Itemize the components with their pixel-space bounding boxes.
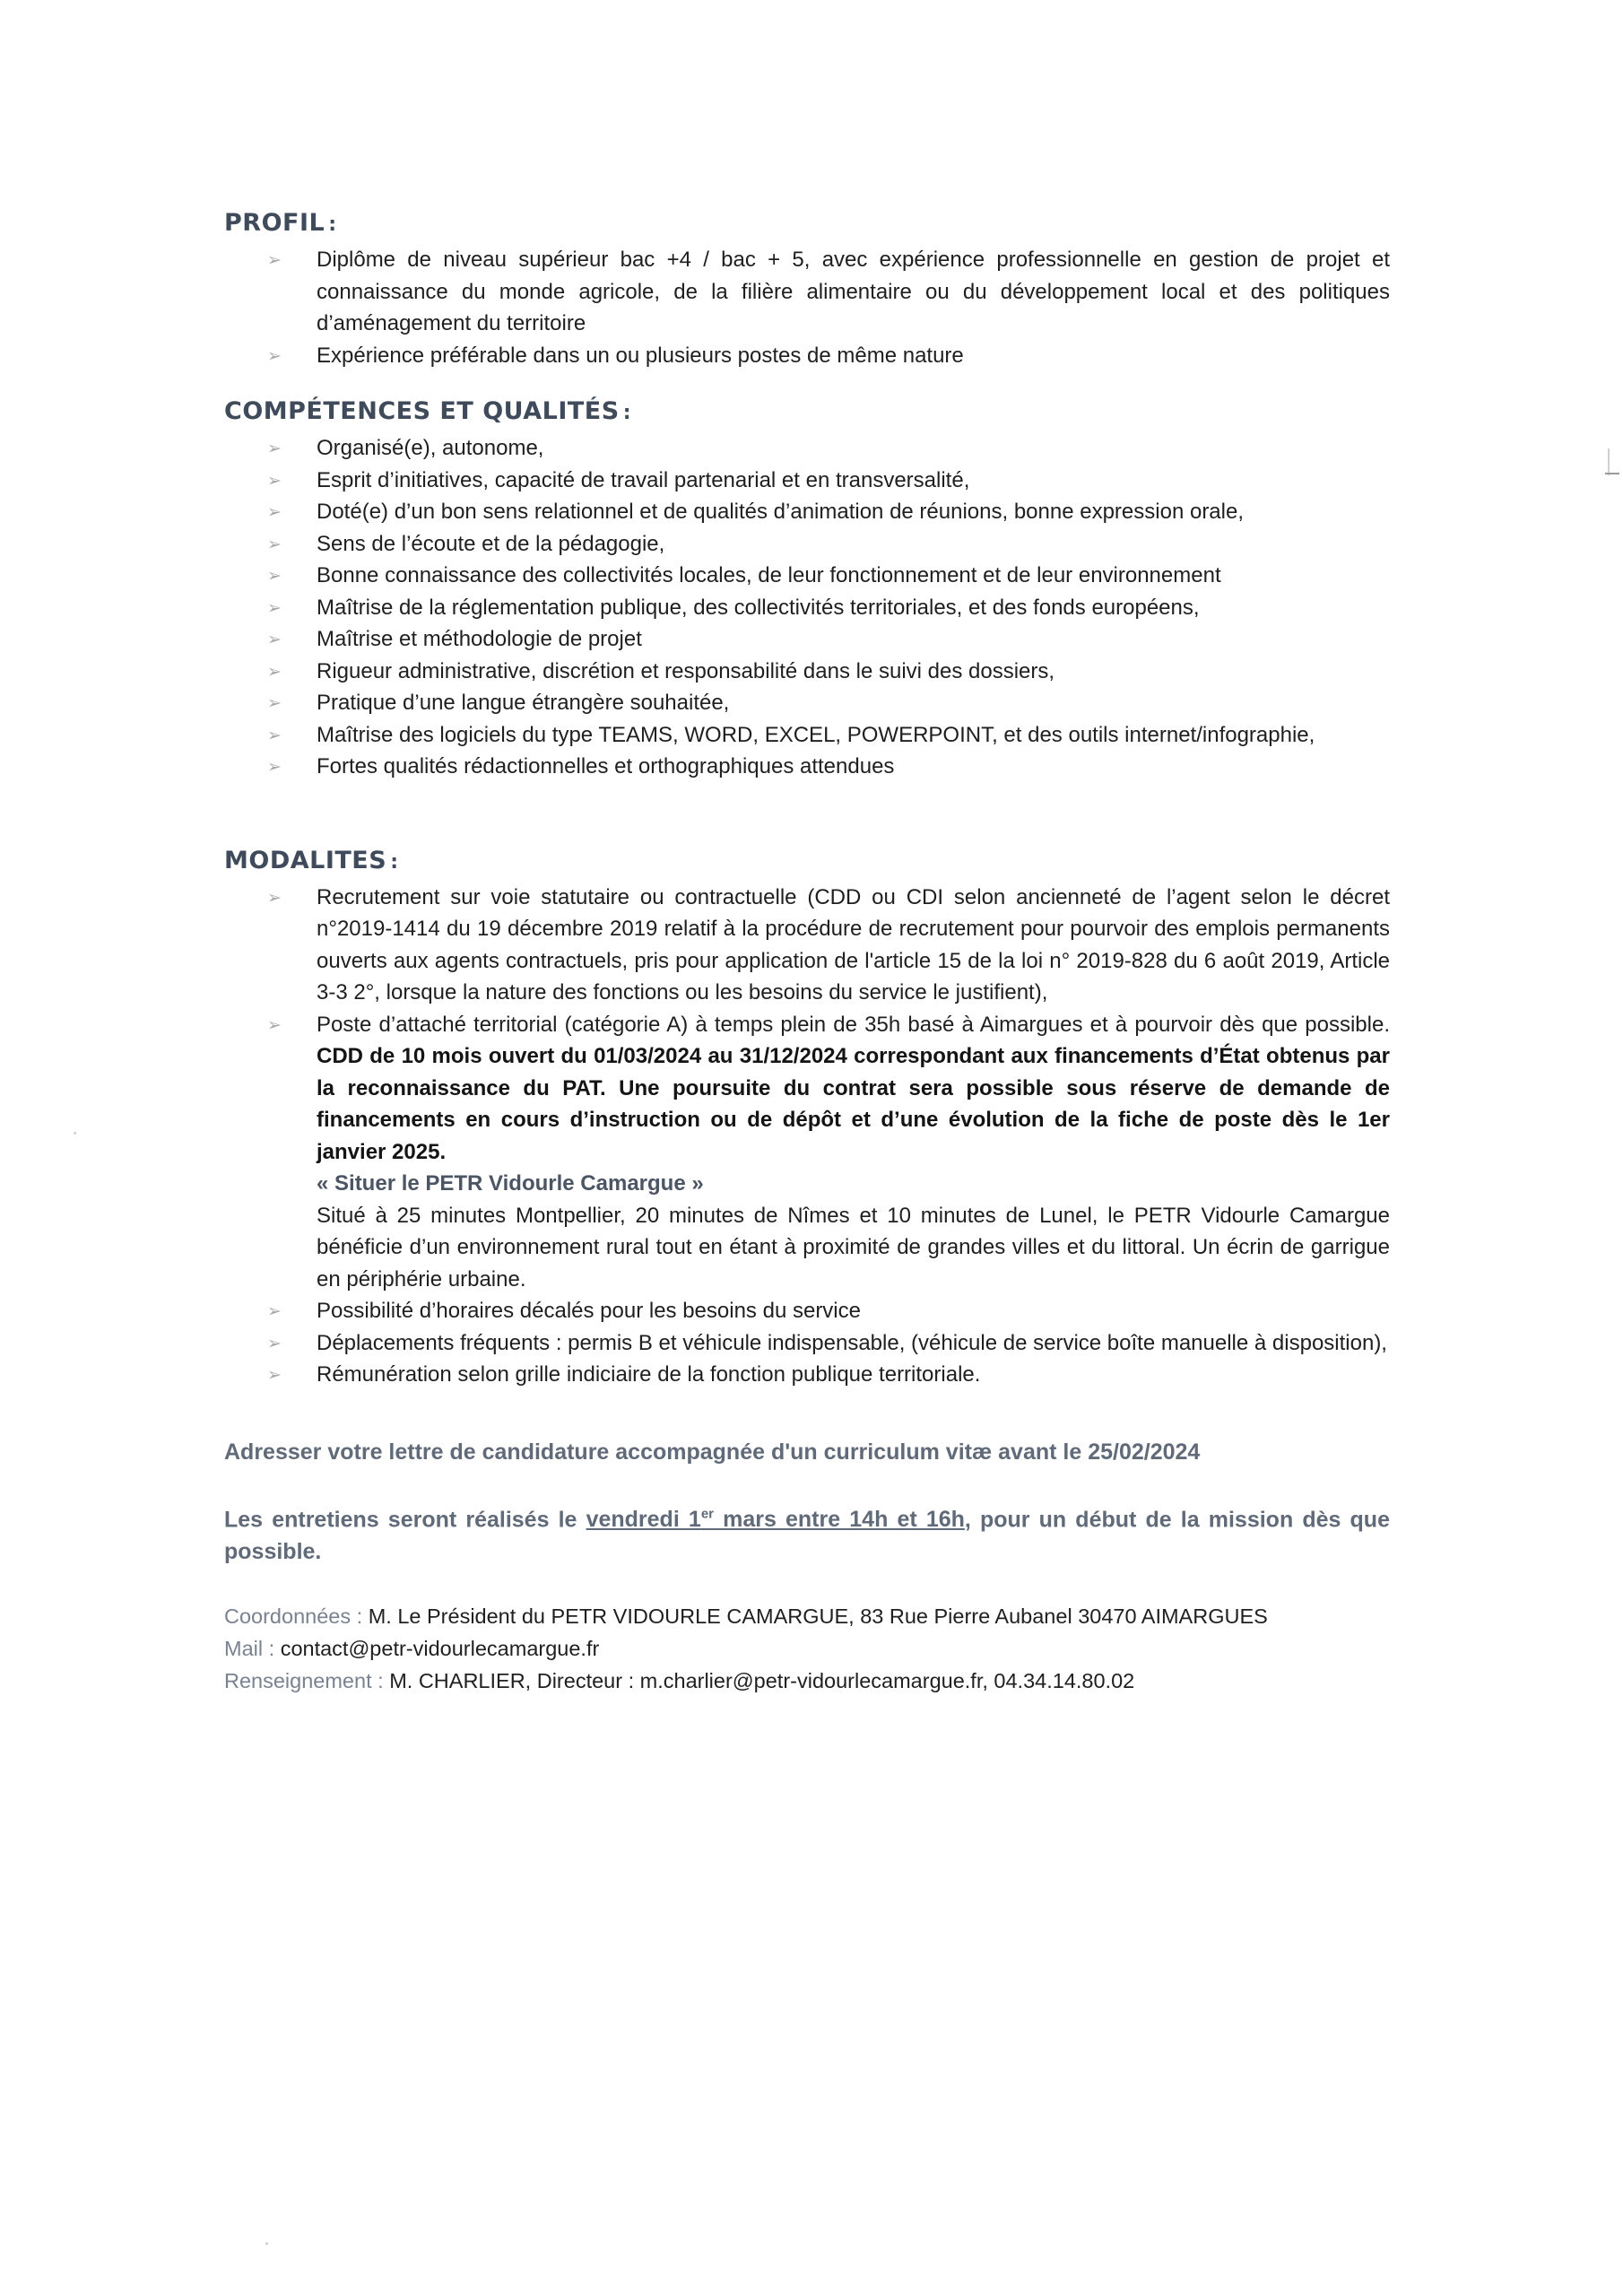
contact-block	[224, 1600, 1390, 1697]
arrow-bullet-icon: ➢	[267, 758, 282, 777]
list-item: ➢ Organisé(e), autonome,	[224, 432, 1390, 465]
list-item: ➢ Poste d’attaché territorial (catégorie A) à temps plein de 35h basé à Aimargues et à pourvoir dès que possible. CDD de 10 mois ouvert du 01/03/2024 au 31/12/2024 correspondant aux financements d’État obtenus par la reconnaissance du PAT. Une poursuite du contrat sera possible sous réserve de demande de financements en cours d’instruction ou de dépôt et d’une évolution de la fiche de poste dès le 1er janvier 2025. « Situer le PETR Vidourle Camargue » Situé à 25 minutes Montpellier, 20 minutes de Nîmes et 10 minutes de Lunel, le PETR Vidourle Camargue bénéficie d’un environnement rural tout en étant à proximité de grandes villes et du littoral. Un écrin de garrigue en périphérie urbaine.	[224, 1009, 1390, 1296]
list-item: ➢ Rémunération selon grille indiciaire de la fonction publique territoriale.	[224, 1359, 1390, 1391]
arrow-bullet-icon: ➢	[267, 503, 282, 522]
contact-line-coordonnees: Coordonnées : M. Le Président du PETR VIDOURLE CAMARGUE, 83 Rue Pierre Aubanel 30470 AIMARGUES	[224, 1604, 1268, 1628]
list-item: ➢ Rigueur administrative, discrétion et responsabilité dans le suivi des dossiers,	[224, 656, 1390, 688]
interviews-paragraph: Les entretiens seront réalisés le vendredi 1er mars entre 14h et 16h, pour un début de la mission dès que possible.	[224, 1506, 1390, 1564]
situer-text: Situé à 25 minutes Montpellier, 20 minutes de Nîmes et 10 minutes de Lunel, le PETR Vidourle Camargue bénéficie d’un environnement rural tout en étant à proximité de grandes villes et du littoral. Un écrin de garrigue en périphérie urbaine.	[317, 1203, 1390, 1292]
list-item: ➢ Sens de l’écoute et de la pédagogie,	[224, 528, 1390, 561]
arrow-bullet-icon: ➢	[267, 598, 282, 618]
list-item: ➢ Maîtrise des logiciels du type TEAMS, WORD, EXCEL, POWERPOINT, et des outils internet/infographie,	[224, 719, 1390, 752]
application-call: Adresser votre lettre de candidature accompagnée d'un curriculum vitæ avant le 25/02/2024	[224, 1439, 1201, 1465]
section-heading-modalites: MODALITES :	[224, 846, 399, 874]
margin-mark-tick	[1605, 473, 1619, 474]
arrow-bullet-icon: ➢	[267, 694, 282, 713]
list-item: ➢ Maîtrise de la réglementation publique, des collectivités territoriales, et des fonds européens,	[224, 592, 1390, 624]
situer-title: « Situer le PETR Vidourle Camargue »	[317, 1171, 704, 1196]
list-item: ➢ Possibilité d’horaires décalés pour les besoins du service	[224, 1295, 1390, 1327]
contact-line-renseignement: Renseignement : M. CHARLIER, Directeur : m.charlier@petr-vidourlecamargue.fr, 04.34.14.80.02	[224, 1668, 1135, 1692]
list-item: ➢ Déplacements fréquents : permis B et véhicule indispensable, (véhicule de service boîte manuelle à disposition),	[224, 1327, 1390, 1360]
list-item: ➢ Expérience préférable dans un ou plusieurs postes de même nature	[224, 340, 1390, 372]
section-profil	[224, 208, 1390, 371]
list-item: ➢ Fortes qualités rédactionnelles et orthographiques attendues	[224, 751, 1390, 783]
arrow-bullet-icon: ➢	[267, 346, 282, 366]
list-item: ➢ Maîtrise et méthodologie de projet	[224, 623, 1390, 656]
list-item: ➢ Esprit d’initiatives, capacité de travail partenarial et en transversalité,	[224, 465, 1390, 497]
arrow-bullet-icon: ➢	[267, 726, 282, 745]
contract-details: CDD de 10 mois ouvert du 01/03/2024 au 31/12/2024 correspondant aux financements d’État obtenus par la reconnaissance du PAT. Une poursuite du contrat sera possible sous réserve de demande de financements en cours d’instruction ou de dépôt et d’une évolution de la fiche de poste dès le 1er janvier 2025.	[317, 1044, 1390, 1164]
section-competences	[224, 396, 1390, 783]
profil-list	[224, 244, 1390, 371]
arrow-bullet-icon: ➢	[267, 631, 282, 649]
section-heading-profil: PROFIL :	[224, 209, 337, 237]
arrow-bullet-icon: ➢	[267, 251, 282, 270]
list-item: ➢ Pratique d’une langue étrangère souhaitée,	[224, 687, 1390, 719]
list-item: ➢ Doté(e) d’un bon sens relationnel et de qualités d’animation de réunions, bonne expression orale,	[224, 496, 1390, 528]
section-heading-competences: COMPÉTENCES ET QUALITÉS :	[224, 397, 632, 425]
list-item: ➢ Diplôme de niveau supérieur bac +4 / bac + 5, avec expérience professionnelle en gestion de projet et connaissance du monde agricole, de la filière alimentaire ou du développement local et des politiques d’aménagement du territoire	[224, 244, 1390, 340]
arrow-bullet-icon: ➢	[267, 1302, 282, 1321]
document-body	[224, 208, 1390, 1697]
margin-mark	[1608, 448, 1610, 475]
scan-speck	[265, 2242, 268, 2245]
interview-date: vendredi 1er mars entre 14h et 16h	[586, 1506, 965, 1532]
arrow-bullet-icon: ➢	[267, 888, 282, 908]
modalites-list	[224, 882, 1390, 1391]
contact-line-mail: Mail : contact@petr-vidourlecamargue.fr	[224, 1636, 600, 1660]
arrow-bullet-icon: ➢	[267, 567, 282, 586]
arrow-bullet-icon: ➢	[267, 535, 282, 554]
situer-block	[317, 1168, 1390, 1295]
arrow-bullet-icon: ➢	[267, 471, 282, 491]
list-item: ➢ Bonne connaissance des collectivités locales, de leur fonctionnement et de leur environnement	[224, 560, 1390, 592]
arrow-bullet-icon: ➢	[267, 1015, 282, 1035]
section-modalites	[224, 846, 1390, 1391]
arrow-bullet-icon: ➢	[267, 1366, 282, 1385]
arrow-bullet-icon: ➢	[267, 439, 282, 458]
scan-speck	[74, 1132, 76, 1135]
arrow-bullet-icon: ➢	[267, 1334, 282, 1353]
competences-list	[224, 432, 1390, 783]
arrow-bullet-icon: ➢	[267, 662, 282, 682]
list-item: ➢ Recrutement sur voie statutaire ou contractuelle (CDD ou CDI selon ancienneté de l’agent selon le décret n°2019-1414 du 19 décembre 2019 relatif à la procédure de recrutement pour pourvoir des emplois permanents ouverts aux agents contractuels, pris pour application de l'article 15 de la loi n° 2019-828 du 6 août 2019, Article 3-3 2°, lorsque la nature des fonctions ou les besoins du service le justifient),	[224, 882, 1390, 1009]
